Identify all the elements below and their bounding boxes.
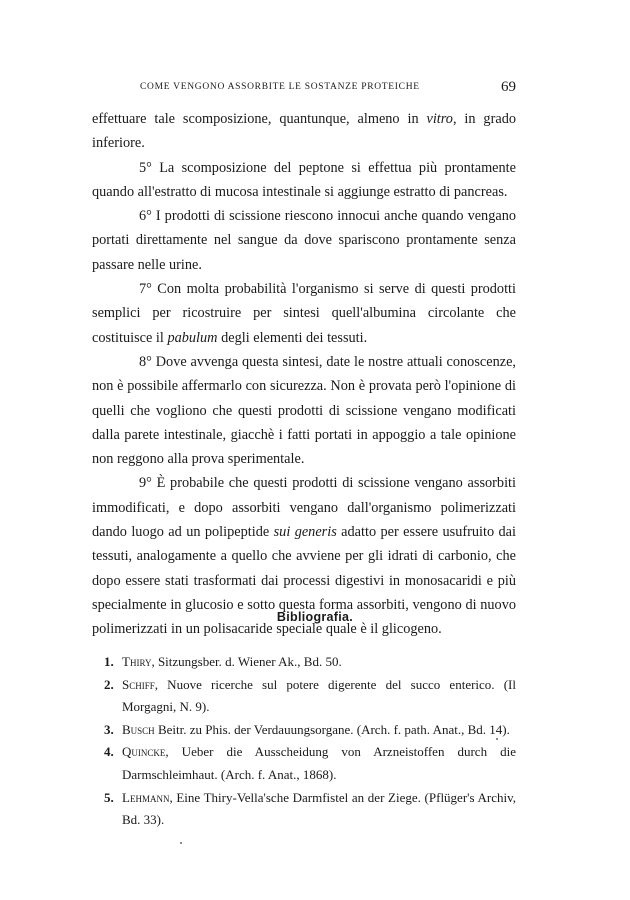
bibliography-citation: , Nuove ricerche sul potere digerente del succo enterico. (Il Morgagni, N. 9). — [122, 676, 516, 715]
bibliography-item — [92, 787, 516, 832]
bibliography-item — [92, 651, 516, 674]
bibliography-number: 3. — [104, 721, 114, 737]
bibliography-author: Quincke — [122, 744, 166, 760]
page-number: 69 — [501, 79, 516, 95]
bibliography-number: 2. — [104, 676, 114, 692]
paragraph-point-6: 6° I prodotti di scissione riescono innocui anche quando vengano portati direttamente nel sangue da dove spariscono prontamente senza passare nelle urine. — [92, 208, 516, 273]
paragraph-point-5: 5° La scomposizione del peptone si effettua più prontamente quando all'estratto di mucosa intestinale si aggiunge estratto di pancreas. — [92, 159, 516, 200]
speck-mark — [180, 842, 182, 844]
running-header — [92, 79, 516, 99]
bibliography-number: 5. — [104, 789, 114, 805]
bibliography-item — [92, 674, 516, 719]
bibliography-item — [92, 719, 516, 742]
bibliography-citation: , Sitzungsber. d. Wiener Ak., Bd. 50. — [151, 654, 342, 669]
body-text — [92, 107, 516, 642]
paragraph-point-8: 8° Dove avvenga questa sintesi, date le nostre attuali conoscenze, non è possibile affermarlo con sicurezza. Non è provata però l'opinione di quelli che vogliono che questi prodotti di scissione vengano modificati dalla parete intestinale, giacchè i fatti portati in appoggio a tale opinione non reggono alla prova sperimentale. — [92, 353, 516, 468]
bibliography-list — [92, 651, 516, 832]
bibliography-heading: Bibliografia. — [276, 610, 354, 624]
bibliography-author: Busch — [122, 721, 155, 737]
running-title: COME VENGONO ASSORBITE LE SOSTANZE PROTEICHE — [140, 82, 420, 92]
bibliography-citation: Beitr. zu Phis. der Verdauungsorgane. (Arch. f. path. Anat., Bd. 14). — [154, 721, 510, 737]
bibliography-item — [92, 741, 516, 786]
paragraph-continuation: effettuare tale scomposizione, quantunque, almeno in vitro, in grado inferiore. — [92, 111, 516, 152]
bibliography-author: Schiff — [122, 676, 155, 692]
bibliography-citation: , Eine Thiry-Vella'sche Darmfistel an der Ziege. (Pflüger's Archiv, Bd. 33). — [122, 789, 516, 828]
bibliography-number: 4. — [104, 744, 114, 760]
bibliography-number: 1. — [104, 654, 114, 669]
paragraph-point-9: 9° È probabile che questi prodotti di scissione vengano assorbiti immodificati, e dopo assorbiti vengano dall'organismo polimerizzati dando luogo ad un polipeptide sui generis adatto per essere usufruito dai tessuti, analogamente a quello che avviene per gli idrati di carbonio, che dopo essere stati trasformati dai processi digestivi in monosacaridi e più specialmente in glucosio e sotto questa forma assorbiti, vengono di nuovo polimerizzati in un polisacaride speciale quale è il glicogeno. — [92, 475, 516, 638]
bibliography-citation: , Ueber die Ausscheidung von Arzneistoffen durch die Darmschleimhaut. (Arch. f. Anat., 1868). — [122, 744, 516, 782]
speck-mark — [496, 738, 498, 740]
paragraph-point-7: 7° Con molta probabilità l'organismo si serve di questi prodotti semplici per ricostruire per sintesi quell'albumina circolante che costituisce il pabulum degli elementi dei tessuti. — [92, 281, 516, 346]
bibliography-author: Thiry — [122, 654, 152, 669]
bibliography-author: Lehmann — [122, 789, 170, 805]
